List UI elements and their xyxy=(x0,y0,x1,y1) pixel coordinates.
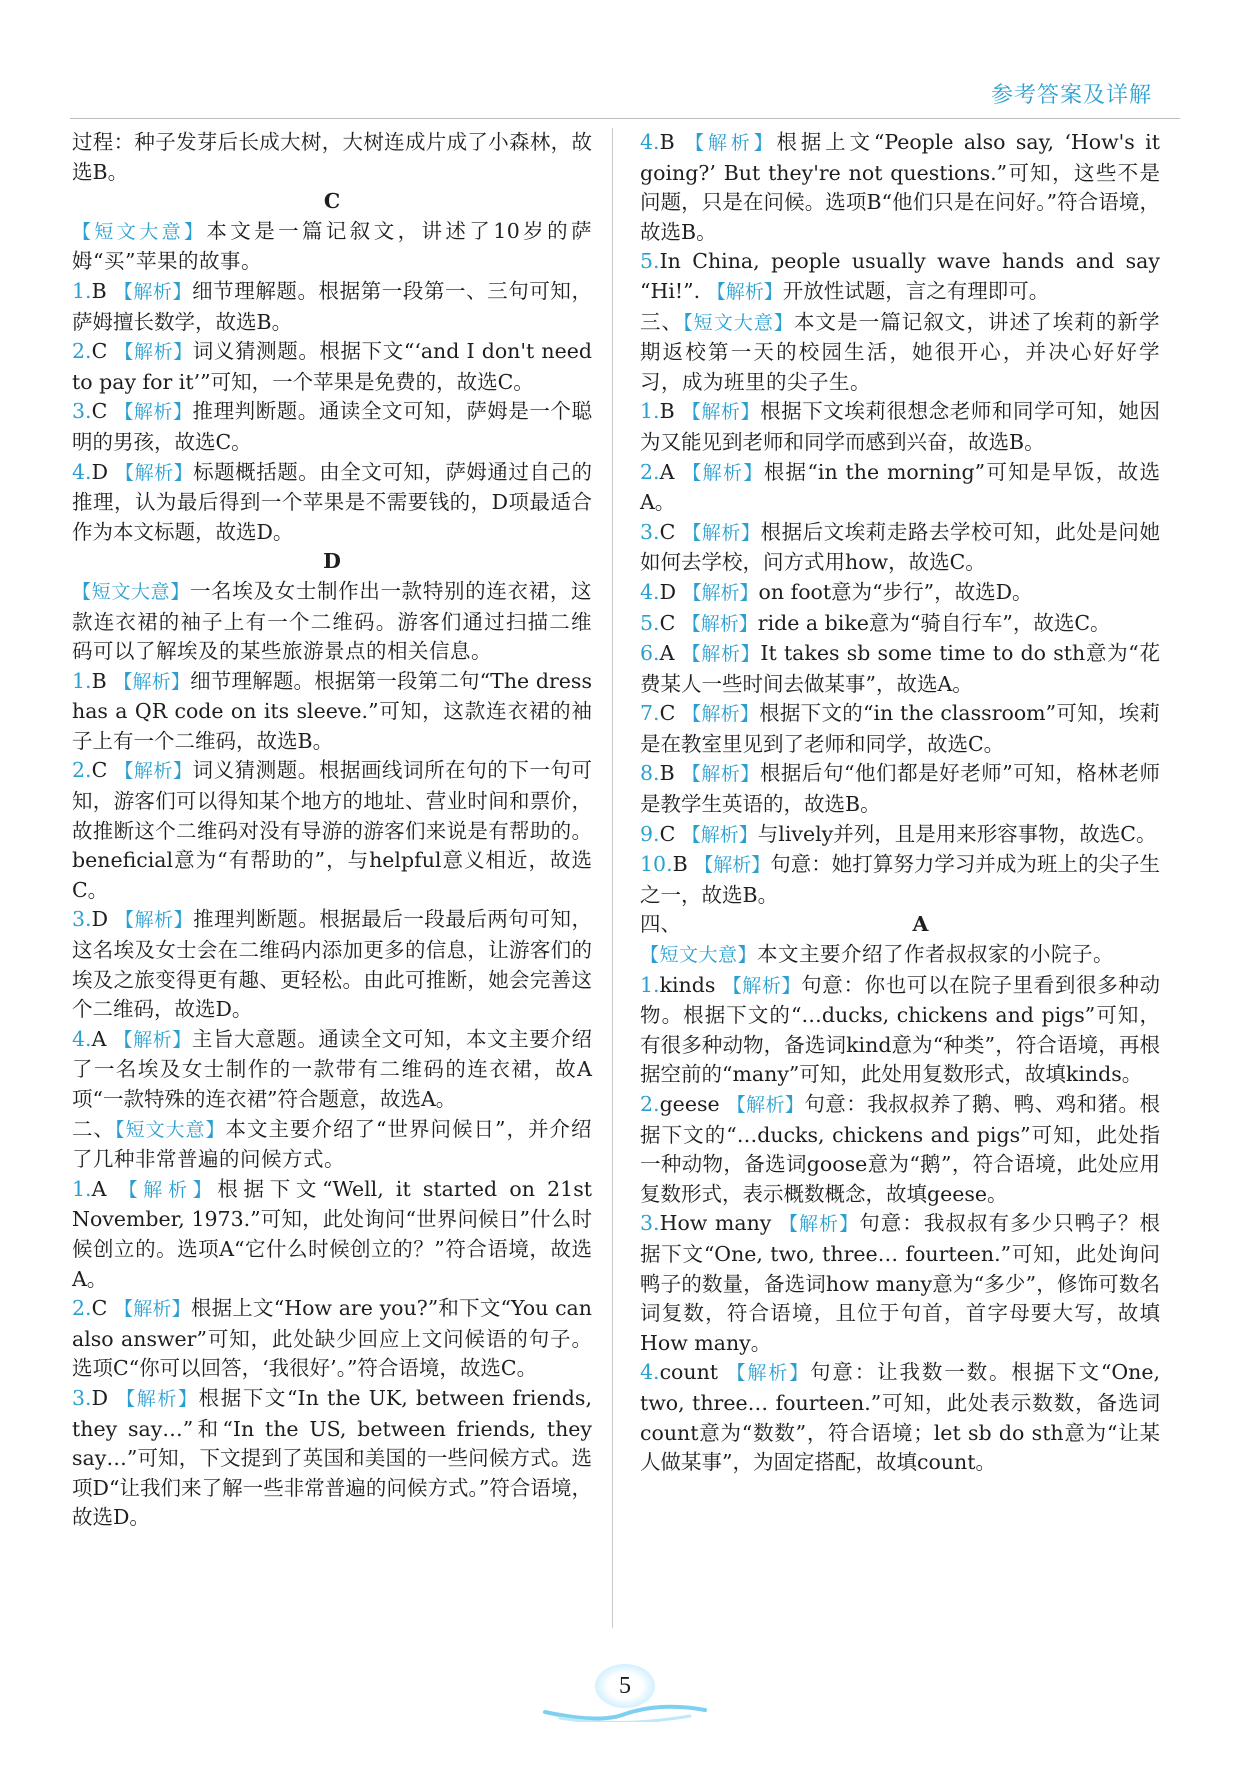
answer-item xyxy=(640,699,1160,759)
passage-summary xyxy=(72,577,592,667)
question-number: 1. xyxy=(640,399,660,424)
analysis-tag: 【解析】 xyxy=(113,670,191,693)
question-number: 8. xyxy=(640,761,660,786)
answer-item xyxy=(72,1025,592,1115)
analysis-text: 根据上文“How are you?”和下文“You can also answer”可知，此处缺少回应上文问候语的句子。选项C“你可以回答，‘我很好’。”符合语境，故选C。 xyxy=(72,1296,592,1381)
analysis-text: 根据下文埃莉很想念老师和同学可知，她因为又能见到老师和同学而感到兴奋，故选B。 xyxy=(640,399,1160,454)
answer: geese xyxy=(659,1092,720,1116)
passage-summary xyxy=(640,308,1160,398)
analysis-tag: 【解析】 xyxy=(726,1094,805,1116)
analysis-tag: 【解析】 xyxy=(114,341,193,364)
answer-item xyxy=(72,667,592,757)
analysis-text: 词义猜测题。根据画线词所在句的下一句可知，游客们可以得知某个地方的地址、营业时间和票价，故推断这个二维码对没有导游的游客们来说是有帮助的。beneficial意为“有帮助的”，与helpful意义相近，故选C。 xyxy=(72,758,592,902)
answer: B xyxy=(659,399,675,424)
question-number: 4. xyxy=(72,459,92,484)
answer: B xyxy=(659,130,675,154)
analysis-text: 词义猜测题。根据下文“‘and I don't need to pay for it’”可知，一个苹果是免费的，故选C。 xyxy=(72,339,592,394)
answer-item xyxy=(640,850,1160,910)
answer: C xyxy=(91,399,108,424)
answer: D xyxy=(91,459,108,484)
analysis-tag: 【解析】 xyxy=(114,760,193,783)
analysis-tag: 【解析】 xyxy=(681,763,760,786)
analysis-text: 标题概括题。由全文可知，萨姆通过自己的推理，认为最后得到一个苹果是不需要钱的，D项最适合作为本文标题，故选D。 xyxy=(72,459,592,544)
answer-item xyxy=(72,458,592,548)
answer: A xyxy=(659,459,675,484)
analysis-tag: 【解析】 xyxy=(116,1387,199,1410)
analysis-text: 推理判断题。根据最后一段最后两句可知，这名埃及女士会在二维码内添加更多的信息，让游客们的埃及之旅变得更有趣、更轻松。由此可推断，她会完善这个二维码，故选D。 xyxy=(72,907,592,1022)
analysis-text: 根据“in the morning”可知是早饭，故选A。 xyxy=(640,459,1160,515)
section-letter: D xyxy=(323,549,341,574)
analysis-text: 句意：她打算努力学习并成为班上的尖子生之一，故选B。 xyxy=(640,852,1160,907)
analysis-text: 主旨大意题。通读全文可知，本文主要介绍了一名埃及女士制作的一款带有二维码的连衣裙，故A项“一款特殊的连衣裙”符合题意，故选A。 xyxy=(72,1026,592,1111)
answer-item xyxy=(640,247,1160,307)
analysis-text: 推理判断题。通读全文可知，萨姆是一个聪明的男孩，故选C。 xyxy=(72,399,592,454)
answer: C xyxy=(91,758,108,783)
analysis-text: 开放性试题，言之有理即可。 xyxy=(782,278,1050,303)
analysis-text: 根据下文的“in the classroom”可知，埃莉是在教室里见到了老师和同学，故选C。 xyxy=(640,701,1160,756)
answer: B xyxy=(672,852,688,877)
analysis-tag: 【解析】 xyxy=(682,581,759,604)
analysis-tag: 【解析】 xyxy=(114,401,193,424)
question-number: 3. xyxy=(640,519,660,544)
answer-item xyxy=(640,639,1160,699)
answer: B xyxy=(91,668,107,693)
answer-item xyxy=(640,397,1160,457)
question-number: 2. xyxy=(72,339,92,364)
answer-item xyxy=(640,1358,1160,1477)
paragraph: 过程：种子发芽后长成大树，大树连成片成了小森林，故选B。 xyxy=(72,130,592,184)
answer-item xyxy=(640,609,1160,640)
analysis-text: 句意：你也可以在院子里看到很多种动物。根据下文的“…ducks, chickens and pigs”可知，有很多种动物，备选词kind意为“种类”，符合语境，再根据空前的“many”可知，此处用复数形式，故填kinds。 xyxy=(640,972,1160,1087)
answer: D xyxy=(659,579,676,604)
question-number: 1. xyxy=(640,972,660,997)
analysis-text: 细节理解题。根据第一段第二句“The dress has a QR code on its sleeve.”可知，这款连衣裙的袖子上有一个二维码，故选B。 xyxy=(72,668,592,753)
passage-summary xyxy=(72,217,592,277)
question-number: 2. xyxy=(640,1092,660,1116)
analysis-text: 根据后句“他们都是好老师”可知，格林老师是教学生英语的，故选B。 xyxy=(640,761,1160,817)
question-number: 6. xyxy=(640,641,660,666)
answer-item xyxy=(72,1175,592,1294)
answer: D xyxy=(91,1385,108,1410)
answer: C xyxy=(659,701,676,726)
summary-tag: 【短文大意】 xyxy=(640,944,758,967)
answer-item xyxy=(72,756,592,905)
summary-text: 本文是一篇记叙文，讲述了10岁的萨姆“买”苹果的故事。 xyxy=(72,218,592,274)
analysis-tag: 【解析】 xyxy=(685,132,777,154)
analysis-text: 句意：我叔叔有多少只鸭子？根据下文“One, two, three… fourteen.”可知，此处询问鸭子的数量，备选词how many意为“多少”，修饰可数名词复数，符合语境，且位于句首，首字母要大写，故填How many。 xyxy=(640,1211,1160,1355)
answer: How many xyxy=(659,1211,772,1236)
section-heading xyxy=(640,910,1160,940)
analysis-tag: 【解析】 xyxy=(118,1178,218,1201)
answer-item xyxy=(72,1294,592,1384)
answer-item xyxy=(640,578,1160,609)
analysis-text: It takes sb some time to do sth意为“花费某人一些时间去做某事”，故选A。 xyxy=(640,641,1160,696)
analysis-tag: 【解析】 xyxy=(113,1298,191,1321)
question-number: 10. xyxy=(640,852,673,877)
answer-item xyxy=(72,277,592,337)
section-letter: A xyxy=(912,912,929,937)
question-number: 2. xyxy=(72,758,92,783)
answer-item xyxy=(640,971,1160,1090)
analysis-text: 句意：让我数一数。根据下文“One, two, three… fourteen.”可知，此处表示数数，备选词count意为“数数”，符合语境；let sb do sth意为“让某人做某事”，为固定搭配，故填count。 xyxy=(640,1360,1160,1475)
summary-tag: 【短文大意】 xyxy=(683,311,794,334)
answer: count xyxy=(659,1360,719,1385)
answer: kinds xyxy=(659,972,716,997)
passage-summary xyxy=(72,1115,592,1175)
question-number: 9. xyxy=(640,821,660,846)
question-number: 3. xyxy=(72,1385,92,1410)
summary-text: 本文主要介绍了“世界问候日”，并介绍了几种非常普遍的问候方式。 xyxy=(72,1116,593,1172)
analysis-tag: 【解析】 xyxy=(681,823,758,846)
analysis-tag: 【解析】 xyxy=(681,643,761,666)
summary-tag: 【短文大意】 xyxy=(115,1118,226,1141)
question-number: 7. xyxy=(640,701,660,726)
answer-item xyxy=(72,337,592,397)
answer-item xyxy=(640,518,1160,578)
analysis-tag: 【解析】 xyxy=(706,280,783,303)
analysis-tag: 【解析】 xyxy=(115,461,194,484)
summary-tag: 【短文大意】 xyxy=(72,220,207,243)
part-number: 三、 xyxy=(640,309,684,334)
question-number: 3. xyxy=(72,907,92,932)
section-heading xyxy=(72,547,592,577)
analysis-tag: 【解析】 xyxy=(682,703,760,726)
analysis-tag: 【解析】 xyxy=(694,854,771,877)
answer: C xyxy=(91,1296,108,1321)
question-number: 2. xyxy=(640,459,660,484)
running-header-title: 参考答案及详解 xyxy=(990,83,1152,108)
answer: B xyxy=(91,278,107,303)
answer: C xyxy=(659,610,676,635)
answer-item xyxy=(72,1384,592,1533)
right-column xyxy=(640,128,1160,1478)
question-number: 4. xyxy=(640,1360,660,1385)
answer: B xyxy=(659,761,675,786)
question-number: 1. xyxy=(72,668,92,693)
answer: A xyxy=(91,1026,107,1051)
analysis-text: 根据上文“People also say, ‘How's it going?’ But they're not questions.”可知，这些不是问题，只是在问候。选项B“他们只是在问好。”符合语境，故选B。 xyxy=(640,130,1160,244)
question-number: 3. xyxy=(72,399,92,424)
analysis-tag: 【解析】 xyxy=(113,1028,192,1051)
summary-text: 本文是一篇记叙文，讲述了埃莉的新学期返校第一天的校园生活，她很开心，并决心好好学习，成为班里的尖子生。 xyxy=(640,309,1160,394)
question-number: 4. xyxy=(640,130,660,154)
answer-item xyxy=(640,1209,1160,1358)
summary-text: 一名埃及女士制作出一款特别的连衣裙，这款连衣裙的袖子上有一个二维码。游客们通过扫描二维码可以了解埃及的某些旅游景点的相关信息。 xyxy=(72,578,592,664)
analysis-text: 与lively并列，且是用来形容事物，故选C。 xyxy=(757,821,1157,846)
analysis-text: 根据下文“In the UK, between friends, they say…”和“In the US, between friends, they say…”可知，下文提到了英国和美国的一些问候方式。选项D“让我们来了解一些非常普遍的问候方式。”符合语境，故选D。 xyxy=(72,1385,592,1530)
question-number: 5. xyxy=(640,249,660,274)
section-prefix: 四、 xyxy=(640,912,681,937)
question-number: 4. xyxy=(640,579,660,604)
analysis-tag: 【解析】 xyxy=(778,1213,860,1236)
summary-text: 本文主要介绍了作者叔叔家的小院子。 xyxy=(757,942,1115,967)
question-number: 2. xyxy=(72,1296,92,1321)
analysis-tag: 【解析】 xyxy=(113,280,193,303)
answer-item xyxy=(72,397,592,457)
analysis-tag: 【解析】 xyxy=(681,612,758,635)
analysis-tag: 【解析】 xyxy=(115,909,194,932)
column-divider xyxy=(612,128,613,1628)
question-number: 4. xyxy=(72,1026,92,1051)
answer: C xyxy=(659,519,676,544)
answer: C xyxy=(659,821,676,846)
left-column xyxy=(72,128,592,1533)
analysis-text: on foot意为“步行”，故选D。 xyxy=(758,579,1033,604)
analysis-tag: 【解析】 xyxy=(682,461,764,484)
answer-item xyxy=(640,458,1160,518)
answer: D xyxy=(91,907,108,932)
page-number: 5 xyxy=(595,1664,655,1708)
header-rule xyxy=(70,118,1180,119)
analysis-text: 细节理解题。根据第一段第一、三句可知，萨姆擅长数学，故选B。 xyxy=(72,278,592,334)
analysis-text: 句意：我叔叔养了鹅、鸭、鸡和猪。根据下文的“…ducks, chickens and pigs”可知，此处指一种动物，备选词goose意为“鹅”，符合语境，此处应用复数形式，表示概数概念，故填geese。 xyxy=(640,1092,1160,1206)
question-number: 1. xyxy=(72,1176,92,1201)
question-number: 1. xyxy=(72,278,92,303)
analysis-text: 根据后文埃莉走路去学校可知，此处是问她如何去学校，问方式用how，故选C。 xyxy=(640,519,1160,575)
answer: In China, people usually wave hands and say “Hi!”. xyxy=(640,249,1160,303)
passage-summary xyxy=(640,940,1160,971)
answer-item xyxy=(640,820,1160,851)
analysis-tag: 【解析】 xyxy=(681,401,761,424)
answer: A xyxy=(659,641,675,666)
analysis-tag: 【解析】 xyxy=(682,521,761,544)
question-number: 3. xyxy=(640,1211,660,1236)
analysis-text: ride a bike意为“骑自行车”，故选C。 xyxy=(757,610,1111,635)
analysis-tag: 【解析】 xyxy=(722,974,802,997)
answer-item xyxy=(640,128,1160,247)
question-number: 5. xyxy=(640,610,660,635)
part-number: 二、 xyxy=(72,1116,116,1141)
analysis-text: 根据下文“Well, it started on 21st November, 1973.”可知，此处询问“世界问候日”什么时候创立的。选项A“它什么时候创立的？”符合语境，故选A。 xyxy=(72,1176,592,1291)
answer-item xyxy=(72,905,592,1024)
section-heading xyxy=(72,187,592,217)
answer: A xyxy=(91,1176,107,1201)
answer: C xyxy=(91,339,108,364)
answer-item xyxy=(640,759,1160,819)
summary-tag: 【短文大意】 xyxy=(72,580,190,603)
answer-item xyxy=(640,1090,1160,1209)
analysis-tag: 【解析】 xyxy=(726,1362,810,1385)
section-letter: C xyxy=(323,189,341,214)
